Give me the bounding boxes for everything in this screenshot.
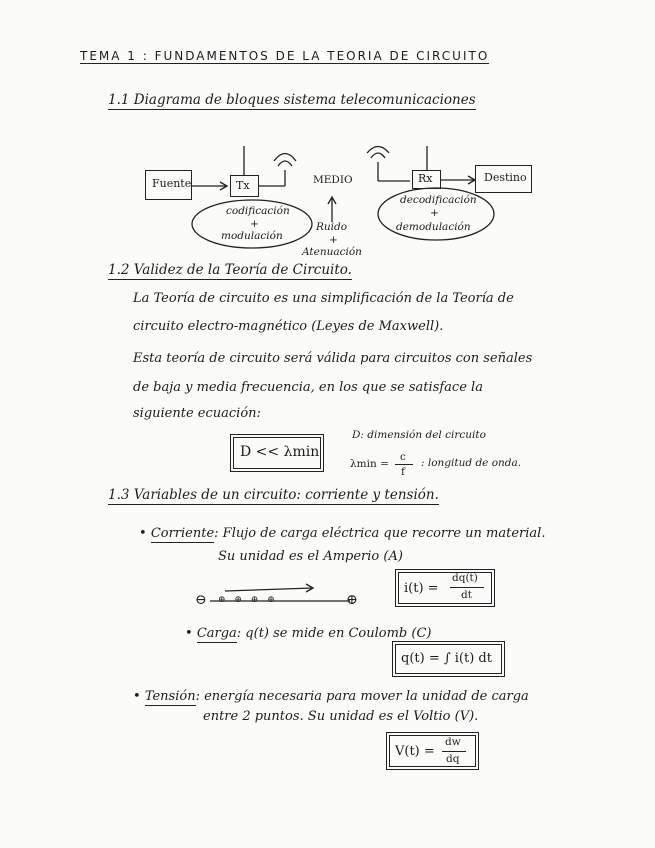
corriente-line1: • Corriente: Flujo de carga eléctrica que recorre un material. [139,526,546,541]
v-formula-num: dw [445,736,461,748]
i-formula-lhs: i(t) = [404,581,439,596]
p2-line1: Esta teoría de circuito será válida para circuitos con señales [133,351,533,366]
q-formula: q(t) = ∫ i(t) dt [401,651,492,666]
heading-1-2-text: 1.2 Validez de la Teoría de Circuito. [108,262,352,278]
v-formula-lhs: V(t) = [395,744,435,759]
v-formula-den: dq [446,753,460,765]
section-heading-1-1: 1.1 Diagrama de bloques sistema telecomunicaciones [108,92,476,108]
ruido-plus: + [329,234,338,246]
def-d: D: dimensión del circuito [352,429,486,441]
corriente-line2: Su unidad es el Amperio (A) [218,549,403,564]
section-heading-1-2 [108,264,352,278]
codif-label: codificación [226,205,290,217]
corriente-label: Corriente [150,526,215,541]
carga-label: Carga [196,626,237,641]
v-formula-bar [442,751,466,752]
codif-plus: + [250,218,259,230]
fuente-label: Fuente [152,177,192,190]
medio-label: MEDIO [313,174,353,186]
tx-label: Tx [236,179,250,192]
atenuacion-label: Atenuación [302,246,362,258]
destino-label: Destino [484,171,527,184]
demodul-label: demodulación [396,221,471,233]
tension-def: : energía necesaria para mover la unidad de carga [195,689,529,704]
tension-line1: • Tensión: energía necesaria para mover la unidad de carga [133,689,529,704]
i-formula-bar [450,587,484,588]
heading-1-3-text: 1.3 Variables de un circuito: corriente y tensión. [108,487,439,503]
validity-formula: D << λmin [240,444,320,460]
charges: ⊕ ⊕ ⊕ ⊕ [218,595,278,605]
lambda-num: c [400,451,406,463]
carga-def: : q(t) se mide en Coulomb (C) [236,626,432,641]
decod-label: decodificación [400,194,477,206]
i-formula-den: dt [461,589,472,601]
section-heading-1-3 [108,489,439,503]
carga-line: • Carga: q(t) se mide en Coulomb (C) [185,626,432,641]
i-formula-num: dq(t) [452,572,478,584]
corriente-def: : Flujo de carga eléctrica que recorre un material. [214,526,546,541]
modul-label: modulación [221,230,283,242]
tension-label: Tensión [144,689,196,704]
positive-terminal: ⊕ [346,592,358,608]
page-title: TEMA 1 : FUNDAMENTOS DE LA TEORIA DE CIRCUITO [80,49,490,63]
lambda-den: f [401,466,405,478]
lambda-lhs: λmin = [350,458,389,470]
tension-line2: entre 2 puntos. Su unidad es el Voltio (V). [203,709,479,724]
ruido-label: Ruido [316,221,348,233]
decod-plus: + [430,207,439,219]
p1-line2: circuito electro-magnético (Leyes de Maxwell). [133,319,444,334]
p1-line1: La Teoría de circuito es una simplificación de la Teoría de [133,291,514,306]
rx-label: Rx [418,172,433,185]
p2-line3: siguiente ecuación: [133,406,261,421]
lambda-fraction-bar [395,464,413,465]
p2-line2: de baja y media frecuencia, en los que se satisface la [133,380,483,395]
negative-terminal: ⊖ [195,592,207,608]
lambda-desc: : longitud de onda. [421,457,522,469]
